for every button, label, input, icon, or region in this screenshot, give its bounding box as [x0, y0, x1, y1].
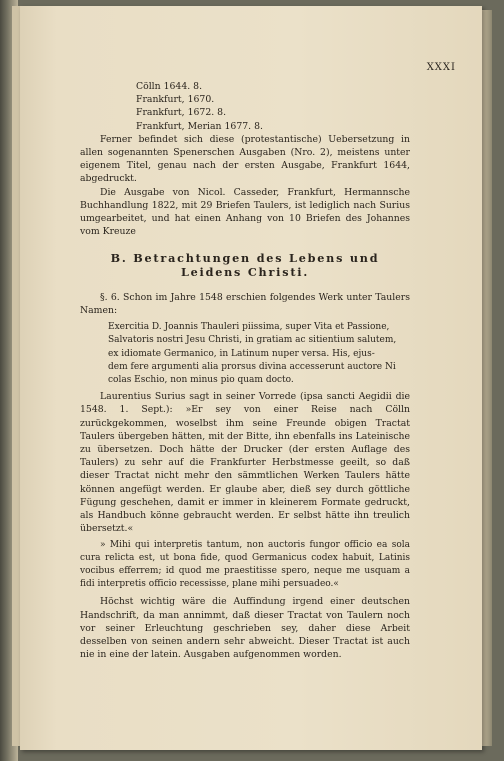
latin-title-line: Exercitia D. Joannis Thauleri piissima, super Vita et Passione,	[108, 322, 390, 333]
latin-title-line: dem fere argumenti alia prorsus divina accesserunt auctore Ni	[108, 361, 396, 372]
paragraph-casseder-edition: Die Ausgabe von Nicol. Casseder, Frankfurt, Hermannsche Buchhandlung 1822, mit 29 Briefen Taulers, ist lediglich nach Surius umgearbeitet, und hat einen Anhang von 10 Briefen des Johannes vom Kreuze	[80, 186, 410, 238]
edition-item: Frankfurt, 1672. 8.	[136, 107, 227, 119]
page-stack-edge	[482, 10, 492, 746]
page-text	[80, 80, 410, 661]
paragraph-spener-editions: Ferner befindet sich diese (protestantische) Uebersetzung in allen sogenannten Spenerschen Ausgaben (Nro. 2), meistens unter eigenem Titel, genau nach der ersten Ausgabe, Frankfurt 1644, abgedruckt.	[80, 133, 410, 185]
edition-item: Frankfurt, Merian 1677. 8.	[136, 120, 263, 132]
latin-title-line: Salvatoris nostri Jesu Christi, in gratiam ac sitientium salutem,	[108, 335, 397, 346]
latin-title-line: ex idiomate Germanico, in Latinum nuper versa. His, ejus-	[108, 348, 375, 359]
edition-item: Cölln 1644. 8.	[136, 81, 203, 92]
paragraph-manuscript: Höchst wichtig wäre die Auffindung irgend einer deutschen Handschrift, da man annimmt, daß dieser Tractat von Taulern noch vor seiner Erleuchtung geschrieben sey, daher diese Arbeit desselben von seinen andern sehr abweicht. Dieser Tractat ist auch nie in eine der latein. Ausgaben aufgenommen worden.	[80, 596, 410, 661]
paragraph-surius-preface: Laurentius Surius sagt in seiner Vorrede (ipsa sancti Aegidii die 1548. 1. Sept.): »Er sey von einer Reise nach Cölln zurückgekommen, woselbst ihm seine Freunde obigen Tractat Taulers übergeben hätten, mit der Bitte, ihn ebenfalls ins Lateinische zu übersetzen. Doch hätte der Drucker (der ersten Auflage des Taulers) zu sehr auf die Frankfurter Herbstmesse geeilt, so daß dieser Tractat nicht mehr den sämmtlichen Werken Taulers hätte können angefügt werden. Er glaube aber, dieß sey durch göttliche Fügung geschehen, damit er immer in kleinerem Formate gedruckt, als Handbuch könne gebraucht werden. Er selbst hätte ihn treulich übersetzt.«	[80, 391, 410, 535]
latin-quote: » Mihi qui interpretis tantum, non auctoris fungor officio ea sola cura relicta est, ut bona fide, quod Germanicus codex habuit, Latinis vocibus efferrem; id quod me praestitisse spero, neque me usquam a fidi interpretis officio recessisse, plane mihi persuadeo.«	[80, 539, 410, 590]
paragraph-1548-work: §. 6. Schon im Jahre 1548 erschien folgendes Werk unter Taulers Namen:	[80, 291, 410, 317]
edition-item: Frankfurt, 1670.	[136, 94, 215, 106]
latin-title-line: colas Eschio, non minus pio quam docto.	[108, 375, 294, 386]
edition-list	[136, 80, 410, 133]
latin-title-block	[108, 321, 410, 387]
page-number: XXXI	[426, 62, 456, 73]
section-heading: B. Betrachtungen des Lebens und Leidens Christi.	[110, 251, 380, 279]
